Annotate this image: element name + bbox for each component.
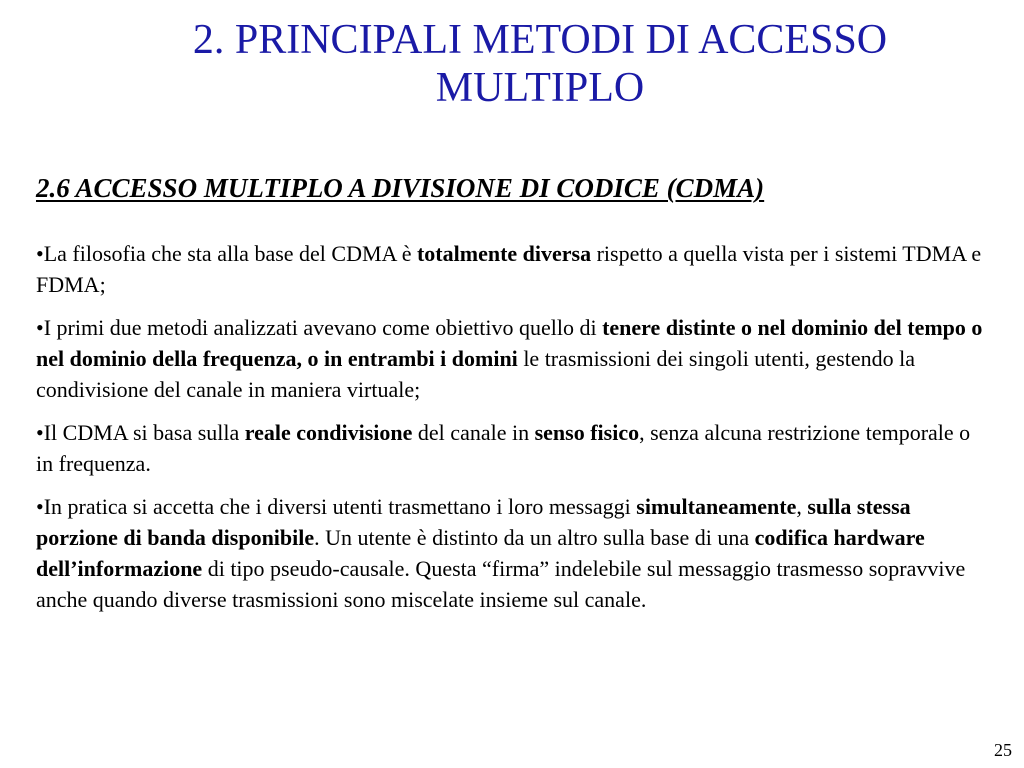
para-4-text: •In pratica si accetta che i diversi utenti trasmettano i loro messaggi bbox=[36, 494, 637, 519]
para-4-bold: codifica hardware dell’informazione bbox=[36, 525, 925, 581]
section-heading: 2.6 ACCESSO MULTIPLO A DIVISIONE DI CODICE (CDMA) bbox=[36, 173, 765, 203]
para-2-text: le trasmissioni dei singoli utenti, gestendo la condivisione del canale in maniera virtuale; bbox=[36, 346, 915, 402]
para-1-bold: totalmente diversa bbox=[416, 241, 592, 266]
para-4-bold: sulla stessa porzione di banda disponibile bbox=[36, 494, 911, 550]
slide-title bbox=[40, 16, 1024, 112]
slide-title-line-1: 2. PRINCIPALI METODI DI ACCESSO bbox=[192, 17, 888, 63]
slide-title-line-2: MULTIPLO bbox=[435, 65, 645, 111]
para-4-text: . Un utente è distinto da un altro sulla base di una bbox=[314, 525, 755, 550]
para-4-bold: simultaneamente bbox=[636, 494, 797, 519]
para-3-bold: reale condivisione bbox=[244, 420, 413, 445]
para-2-bold: tenere distinte o nel dominio del tempo o nel dominio della frequenza, o in entrambi i domini bbox=[36, 315, 983, 371]
slide-body bbox=[36, 238, 986, 627]
para-3-bold: senso fisico bbox=[534, 420, 640, 445]
para-1-text: •La filosofia che sta alla base del CDMA è bbox=[36, 241, 417, 266]
para-3-text: •Il CDMA si basa sulla bbox=[36, 420, 245, 445]
bullet-paragraph-1 bbox=[36, 238, 986, 300]
para-2-text: •I primi due metodi analizzati avevano come obiettivo quello di bbox=[36, 315, 603, 340]
para-1-text: rispetto a quella vista per i sistemi TDMA e FDMA; bbox=[36, 241, 982, 297]
bullet-paragraph-4 bbox=[36, 491, 986, 615]
para-3-text: del canale in bbox=[412, 420, 535, 445]
page-number: 25 bbox=[994, 740, 1012, 760]
para-4-text: di tipo pseudo-causale. Questa “firma” indelebile sul messaggio trasmesso sopravvive anche quando diverse trasmissioni sono miscelate insieme sul canale. bbox=[36, 556, 966, 612]
para-3-text: , senza alcuna restrizione temporale o in frequenza. bbox=[36, 420, 971, 476]
para-4-text: , bbox=[796, 494, 808, 519]
bullet-paragraph-3 bbox=[36, 417, 986, 479]
bullet-paragraph-2 bbox=[36, 312, 986, 405]
